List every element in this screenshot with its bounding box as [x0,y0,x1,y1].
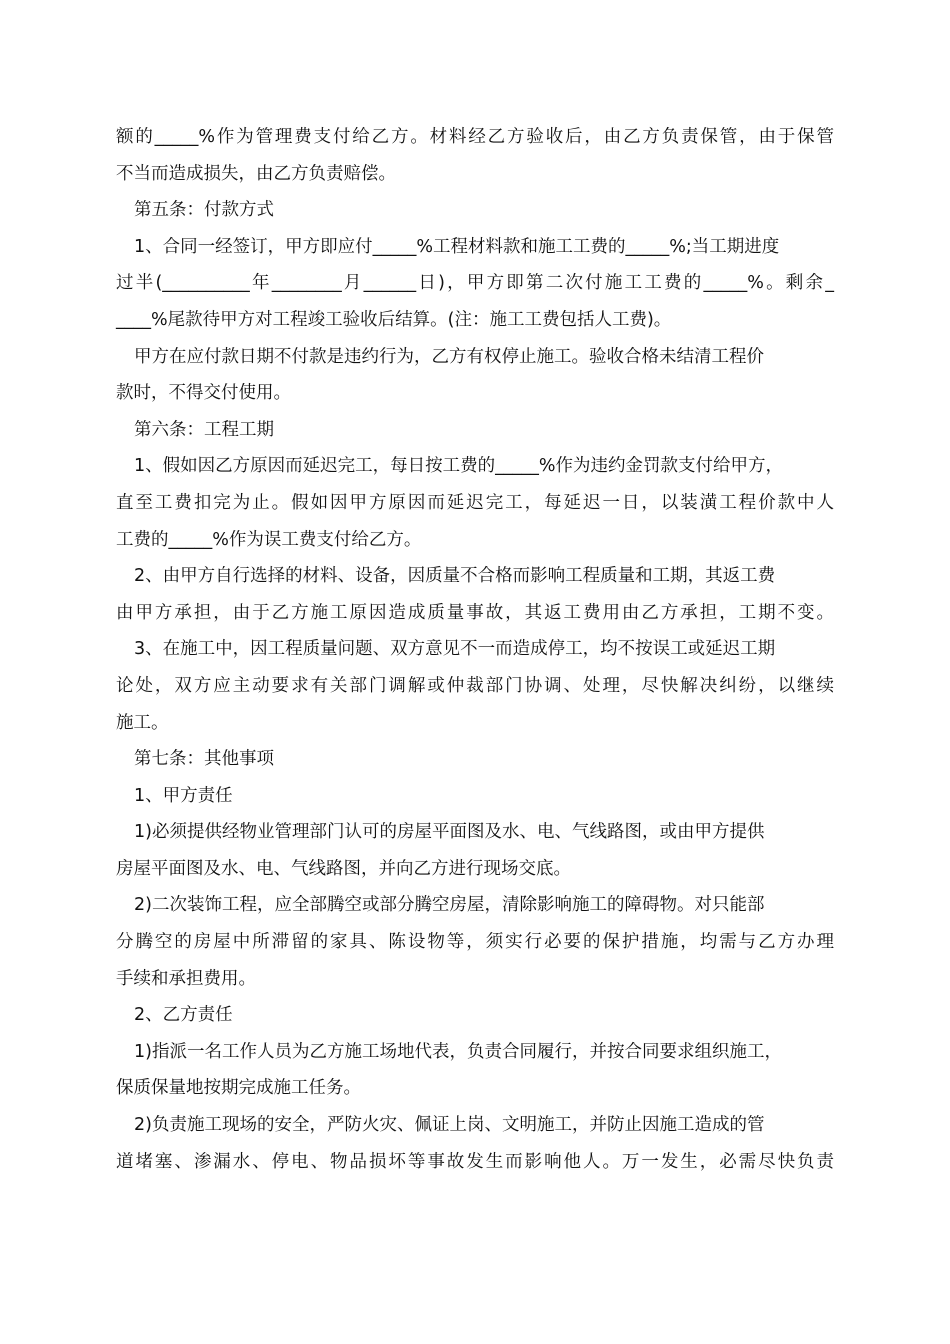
text-line: 施工。 [116,712,169,733]
text-line: 额的_____%作为管理费支付给乙方。材料经乙方验收后，由乙方负责保管，由于保管 [116,127,834,147]
text-line: 直至工费扣完为止。假如因甲方原因而延迟完工，每延迟一日，以装潢工程价款中人 [116,492,834,513]
text-line: 款时，不得交付使用。 [116,383,291,404]
text-line: 第七条：其他事项 [134,749,274,770]
text-line: 1)指派一名工作人员为乙方施工场地代表，负责合同履行，并按合同要求组织施工， [134,1041,782,1062]
text-line: 房屋平面图及水、电、气线路图，并向乙方进行现场交底。 [116,858,571,879]
text-line: 工费的_____%作为误工费支付给乙方。 [116,529,422,550]
text-line: 1、合同一经签订，甲方即应付_____%工程材料款和施工工费的_____%;当工期进度 [134,236,780,257]
text-line: 2、由甲方自行选择的材料、设备，因质量不合格而影响工程质量和工期，其返工费 [134,566,776,587]
text-line: 保质保量地按期完成施工任务。 [116,1078,361,1099]
text-line: 道堵塞、渗漏水、停电、物品损坏等事故发生而影响他人。万一发生，必需尽快负责 [116,1151,834,1172]
text-line: 分腾空的房屋中所滞留的家具、陈设物等，须实行必要的保护措施，均需与乙方办理 [116,932,834,953]
document-body [116,119,834,1180]
text-line: ____%尾款待甲方对工程竣工验收后结算。(注：施工工费包括人工费)。 [116,309,672,330]
text-line: 第六条：工程工期 [134,419,274,440]
text-line: 不当而造成损失，由乙方负责赔偿。 [116,163,396,184]
text-line: 手续和承担费用。 [116,968,256,989]
text-line: 第五条：付款方式 [134,200,274,221]
text-line: 1)必须提供经物业管理部门认可的房屋平面图及水、电、气线路图，或由甲方提供 [134,822,765,843]
text-line: 3、在施工中，因工程质量问题、双方意见不一而造成停工，均不按误工或延迟工期 [134,639,776,660]
text-line: 论处，双方应主动要求有关部门调解或仲裁部门协调、处理，尽快解决纠纷，以继续 [116,675,834,696]
text-line: 由甲方承担，由于乙方施工原因造成质量事故，其返工费用由乙方承担，工期不变。 [116,602,834,623]
text-line: 2)负责施工现场的安全，严防火灾、佩证上岗、文明施工，并防止因施工造成的管 [134,1115,765,1136]
text-line: 过半(__________年________月______日)，甲方即第二次付施工工费的_____%。剩余_ [116,273,834,294]
text-line: 2)二次装饰工程，应全部腾空或部分腾空房屋，清除影响施工的障碍物。对只能部 [134,895,765,916]
text-line: 1、假如因乙方原因而延迟完工，每日按工费的_____%作为违约金罚款支付给甲方， [134,456,784,477]
text-line: 甲方在应付款日期不付款是违约行为，乙方有权停止施工。验收合格未结清工程价 [134,346,764,367]
text-line: 2、乙方责任 [134,1005,233,1026]
text-line: 1、甲方责任 [134,785,233,806]
